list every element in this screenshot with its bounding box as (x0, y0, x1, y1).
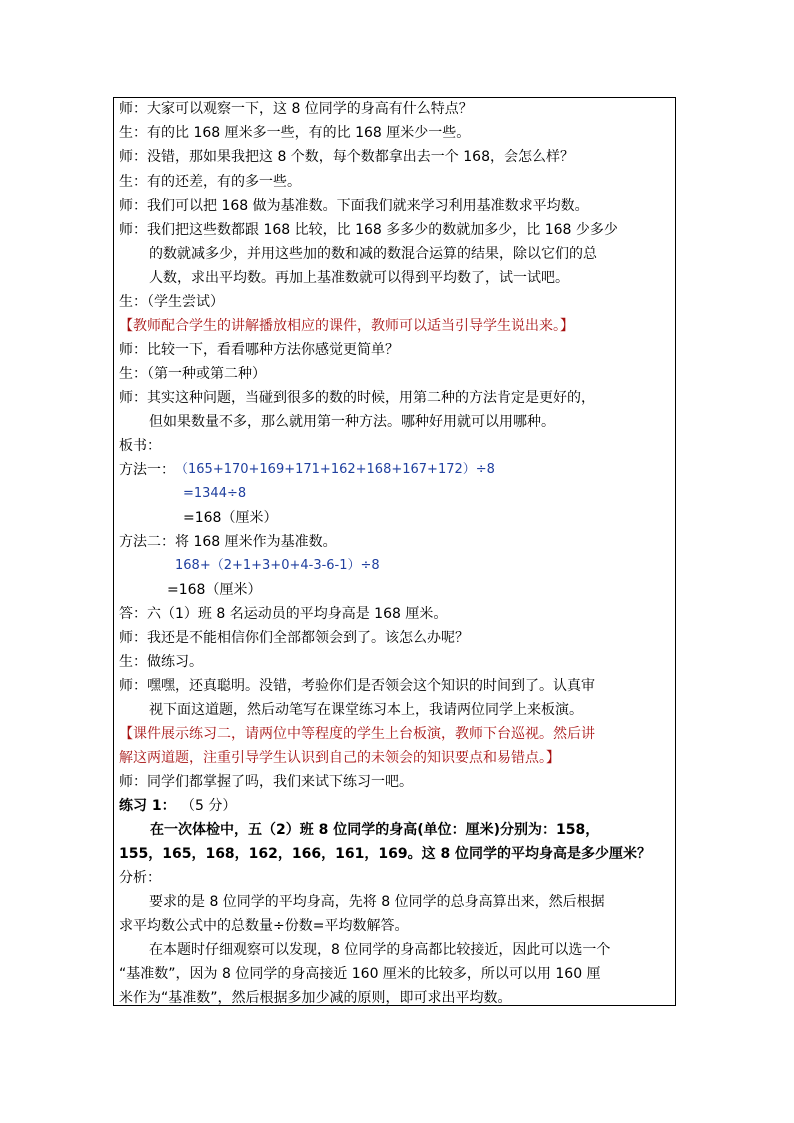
board-heading: 板书： (119, 438, 161, 454)
analysis-text: 在本题时仔细观察可以发现，8 位同学的身高都比较接近，因此可以选一个 (149, 942, 611, 958)
method-two-result: =168（厘米） (167, 582, 262, 598)
teacher-note: 【教师配合学生的讲解播放相应的课件，教师可以适当引导学生说出来。】 (119, 318, 574, 334)
dialogue-line: 师：嘿嘿，还真聪明。没错，考验你们是否领会这个知识的时间到了。认真审 (119, 678, 595, 694)
dialogue-line: 师：同学们都掌握了吗，我们来试下练习一吧。 (119, 774, 413, 790)
dialogue-line-continued: 的数就减多少，并用这些加的数和减的数混合运算的结果，除以它们的总 (149, 246, 597, 262)
answer-line: 答：六（1）班 8 名运动员的平均身高是 168 厘米。 (119, 606, 448, 622)
teacher-note: 解这两道题，注重引导学生认识到自己的未领会的知识要点和易错点。】 (119, 750, 560, 766)
exercise-label: 练习 1： (119, 798, 176, 814)
analysis-text: 要求的是 8 位同学的平均身高，先将 8 位同学的总身高算出来，然后根据 (149, 894, 605, 910)
analysis-text: “基准数”，因为 8 位同学的身高接近 160 厘米的比较多，所以可以用 160 厘 (119, 966, 601, 982)
dialogue-line: 师：我们可以把 168 做为基准数。下面我们就来学习利用基准数求平均数。 (119, 198, 589, 214)
dialogue-line: 师：我还是不能相信你们全部都领会到了。该怎么办呢？ (119, 630, 469, 646)
exercise-question: 155，165，168，162，166，161，169。这 8 位同学的平均身高是多少厘米？ (119, 846, 652, 862)
analysis-text: 米作为“基准数”，然后根据多加少减的原则，即可求出平均数。 (119, 990, 512, 1006)
method-one-formula: （165+170+169+171+162+168+167+172）÷8 (175, 462, 495, 477)
dialogue-line: 生：（学生尝试） (119, 294, 224, 310)
dialogue-line: 生：（第一种或第二种） (119, 366, 266, 382)
dialogue-line: 师：没错，那如果我把这 8 个数，每个数都拿出去一个 168，会怎么样？ (119, 149, 574, 165)
analysis-text: 求平均数公式中的总数量÷份数=平均数解答。 (119, 918, 409, 934)
teacher-note: 【课件展示练习二，请两位中等程度的学生上台板演，教师下台巡视。然后讲 (119, 726, 595, 742)
method-one-label: 方法一： (119, 462, 175, 478)
exercise-time: （5 分） (181, 798, 237, 814)
dialogue-line: 师：比较一下，看看哪种方法你感觉更简单？ (119, 342, 399, 358)
method-two-formula: 168+（2+1+3+0+4-3-6-1）÷8 (175, 558, 380, 573)
exercise-question: 在一次体检中，五（2）班 8 位同学的身高(单位：厘米)分别为：158， (150, 822, 600, 838)
dialogue-line: 师：我们把这些数都跟 168 比较，比 168 多多少的数就加多少，比 168 少多少 (119, 222, 618, 238)
dialogue-line-continued: 视下面这道题，然后动笔写在课堂练习本上，我请两位同学上来板演。 (149, 702, 583, 718)
dialogue-line-continued: 但如果数量不多，那么就用第一种方法。哪种好用就可以用哪种。 (149, 414, 555, 430)
dialogue-line-continued: 人数，求出平均数。再加上基准数就可以得到平均数了，试一试吧。 (149, 270, 569, 286)
dialogue-line: 师：其实这种问题，当碰到很多的数的时候，用第二种的方法肯定是更好的， (119, 390, 595, 406)
dialogue-line: 生：有的还差，有的多一些。 (119, 174, 301, 190)
dialogue-line: 生：做练习。 (119, 654, 203, 670)
method-one-step: =1344÷8 (183, 486, 247, 501)
analysis-heading: 分析： (119, 870, 161, 886)
method-two-label: 方法二：将 168 厘米作为基准数。 (119, 534, 337, 550)
method-one-result: =168（厘米） (183, 510, 278, 526)
dialogue-line: 师：大家可以观察一下，这 8 位同学的身高有什么特点？ (119, 101, 473, 117)
dialogue-line: 生：有的比 168 厘米多一些，有的比 168 厘米少一些。 (119, 125, 471, 141)
